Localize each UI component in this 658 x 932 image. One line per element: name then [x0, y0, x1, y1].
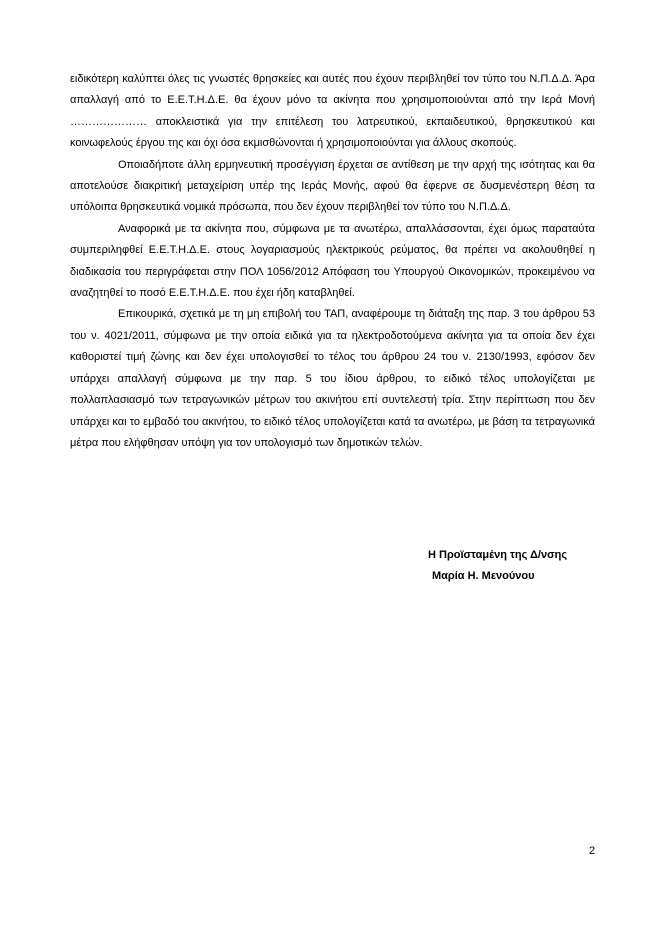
- signature-block: [428, 545, 628, 587]
- document-body: [70, 69, 595, 454]
- paragraph-equality-principle: Οποιαδήποτε άλλη ερμηνευτική προσέγγιση έρχεται σε αντίθεση με την αρχή της ισότητας και θα αποτελούσε διακριτική μεταχείριση υπέρ της Ιεράς Μονής, αφού θα έφερνε σε δυσμενέστερη θέση τα υπόλοιπα θρησκευτικά νομικά πρόσωπα, που δεν έχουν περιβληθεί τον τύπο του Ν.Π.Δ.Δ.: [70, 158, 595, 214]
- paragraph-electricity-bills: Αναφορικά με τα ακίνητα που, σύμφωνα με τα ανωτέρω, απαλλάσσονται, έχει όμως παραταύτα συμπεριληφθεί Ε.Ε.Τ.Η.Δ.Ε. στους λογαριασμούς ηλεκτρικούς ρεύματος, θα πρέπει να ακολουθηθεί η διαδικασία του περιγράφεται στην ΠΟΛ 1056/2012 Απόφαση του Υπουργού Οικονομικών, προκειμένου να αναζητηθεί το ποσό Ε.Ε.Τ.Η.Δ.Ε. που έχει ήδη καταβληθεί.: [70, 222, 595, 300]
- page-number: 2: [589, 845, 596, 857]
- paragraph-tap-fee: Επικουρικά, σχετικά με τη μη επιβολή του ΤΑΠ, αναφέρουμε τη διάταξη της παρ. 3 του άρθρου 53 του ν. 4021/2011, σύμφωνα με την οποία ειδικά για τα ηλεκτροδοτούμενα ακίνητα για τα οποία δεν έχει καθοριστεί τιμή ζώνης και δεν έχει υπολογισθεί το τέλος του άρθρου 24 του ν. 2130/1993, εφόσον δεν υπάρχει απαλλαγή σύμφωνα με την παρ. 5 του ίδιου άρθρου, το ειδικό τέλος υπολογίζεται με πολλαπλασιασμό των τετραγωνικών μέτρων του ακινήτου επί συντελεστή τρία. Στην περίπτωση που δεν υπάρχει και το εμβαδό του ακινήτου, το ειδικό τέλος υπολογίζεται κατά τα ανωτέρω, με βάση τα τετραγωνικά μέτρα που ελήφθησαν υπόψη για τον υπολογισμό των δημοτικών τελών.: [70, 308, 595, 449]
- signature-title: Η Προϊσταμένη της Δ/νσης: [428, 549, 568, 561]
- signature-name: Μαρία Η. Μενούνου: [432, 570, 535, 582]
- paragraph-continuation: ειδικότερη καλύπτει όλες τις γνωστές θρησκείες και αυτές που έχουν περιβληθεί τον τύπο του Ν.Π.Δ.Δ. Άρα απαλλαγή από το Ε.Ε.Τ.Η.Δ.Ε. θα έχουν μόνο τα ακίνητα που χρησιμοποιούνται από την Ιερά Μονή ………………… αποκλειστικά για την επιτέλεση του λατρευτικού, εκπαιδευτικού, θρησκευτικού και κοινωφελούς έργου της και όχι όσα εκμισθώνονται ή χρησιμοποιούνται για άλλους σκοπούς.: [70, 73, 595, 150]
